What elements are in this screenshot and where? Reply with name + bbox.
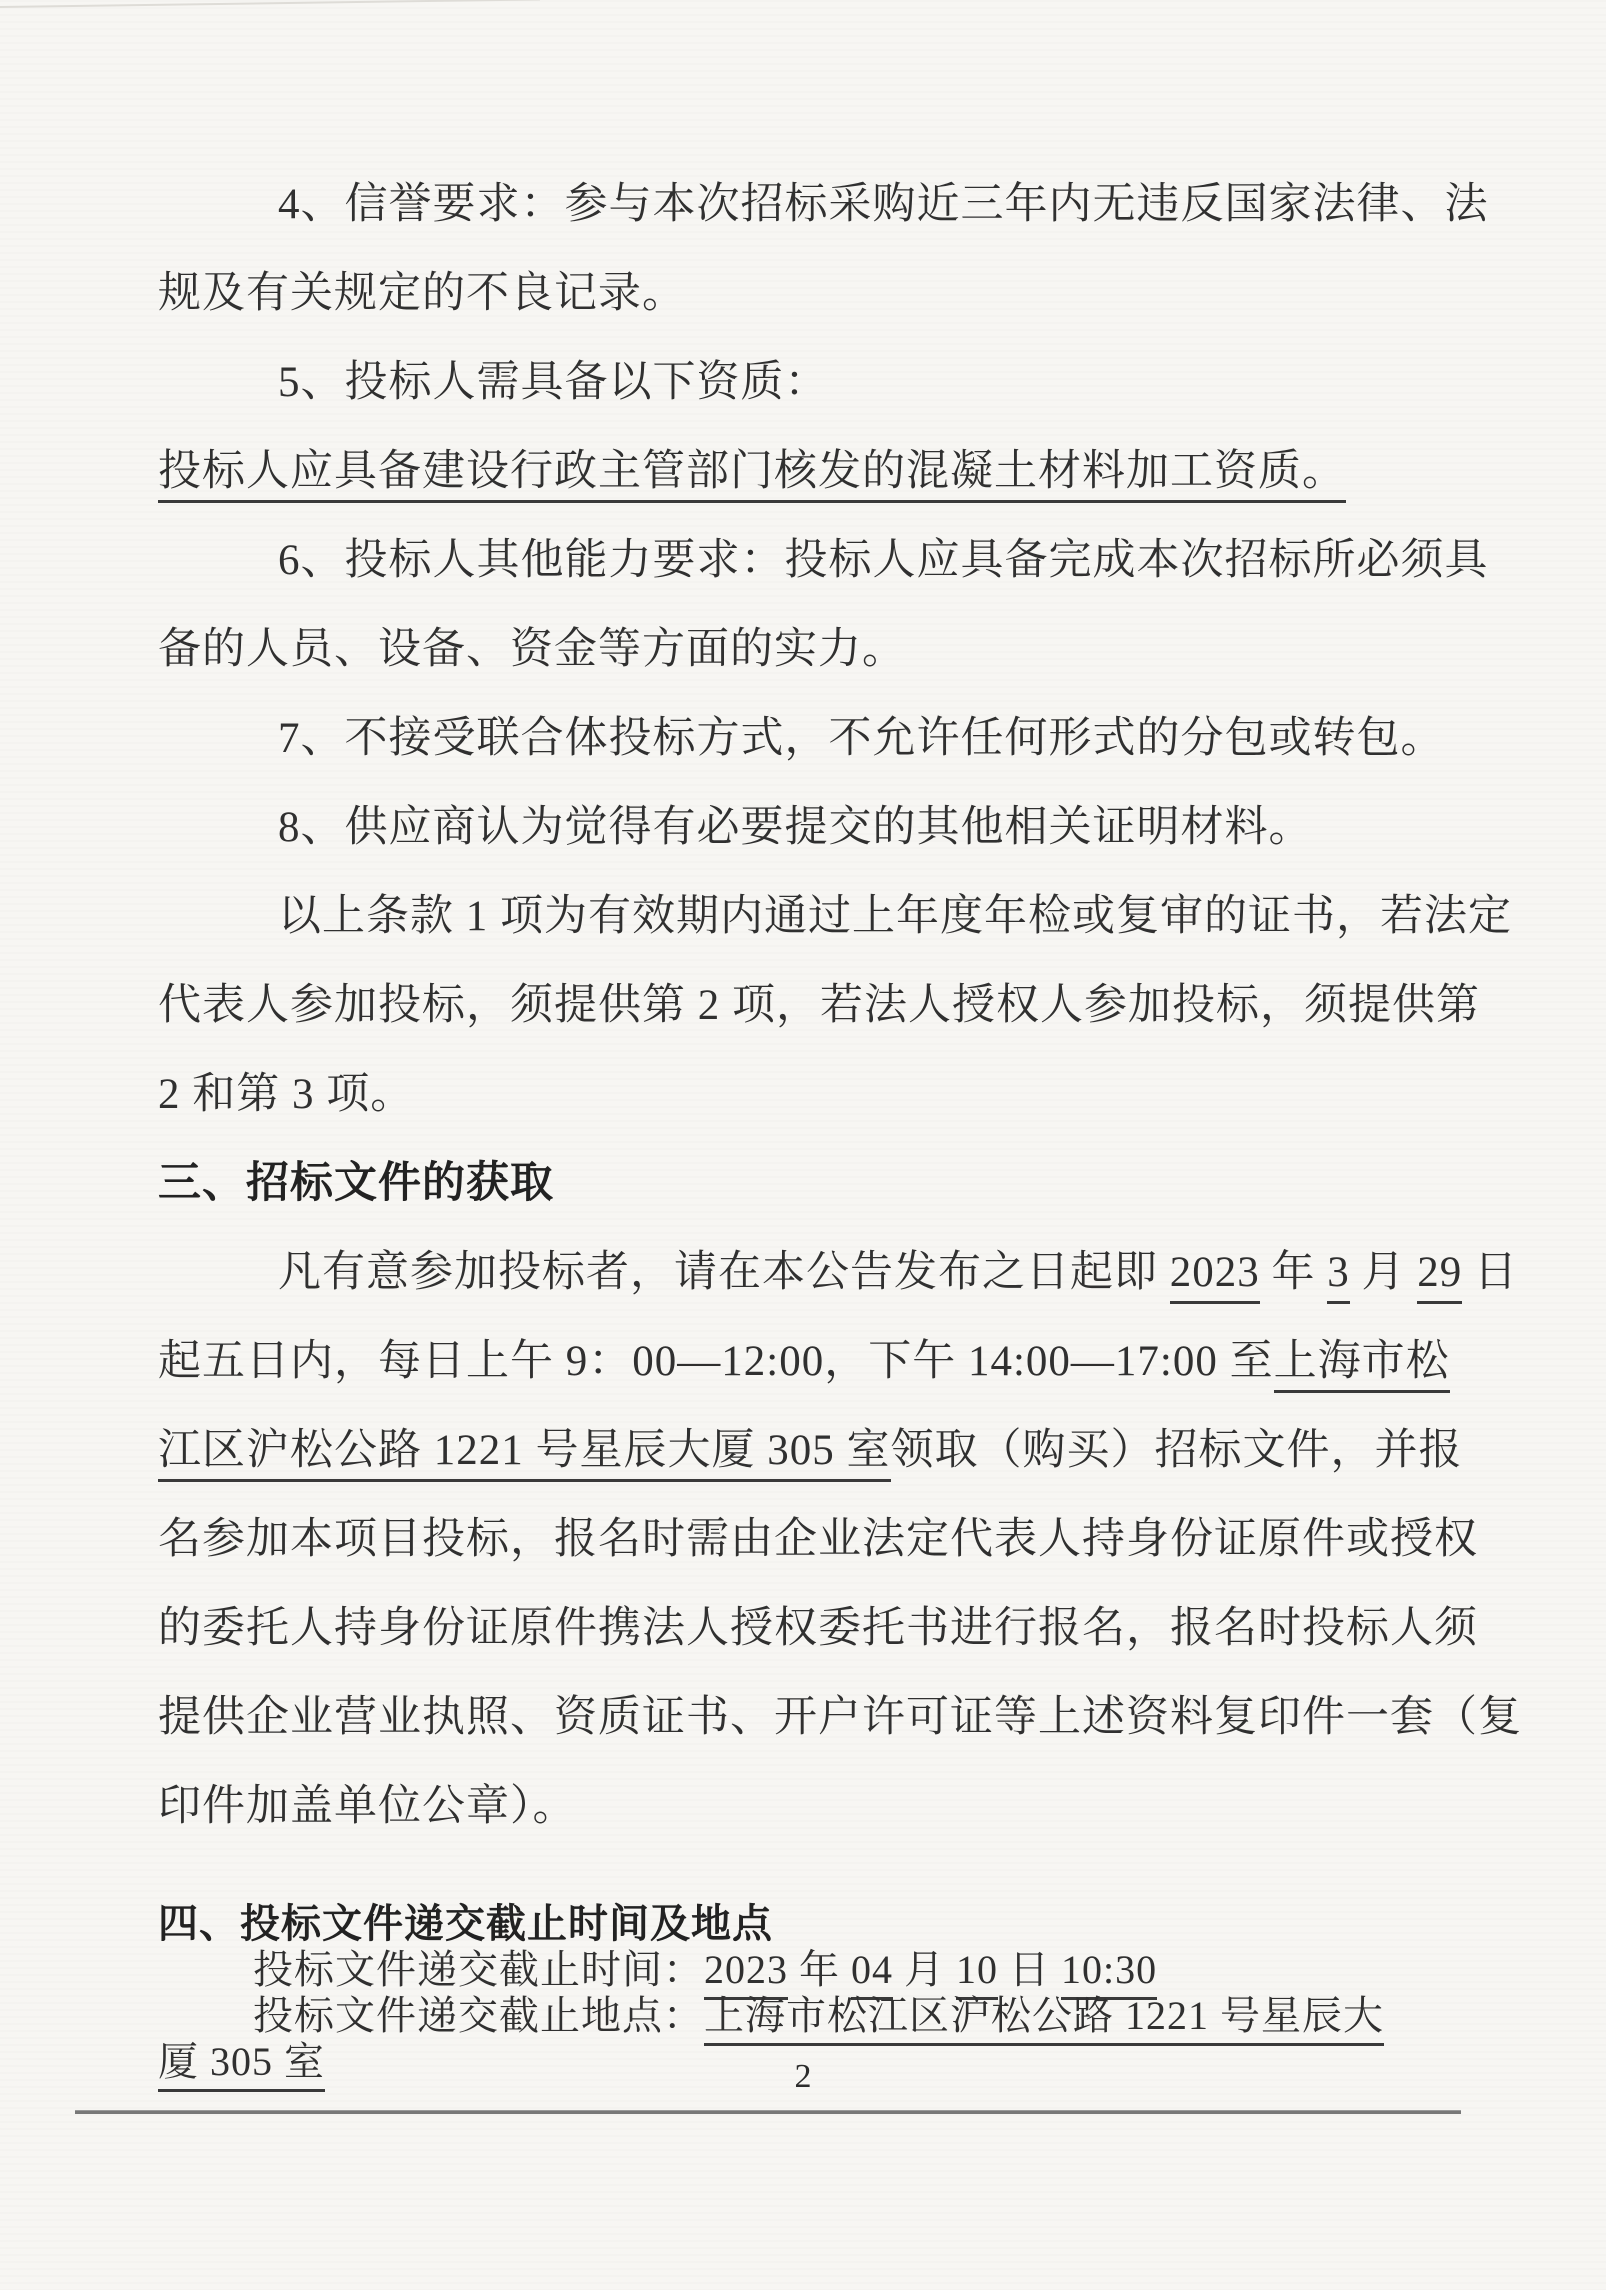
- body-line-documents-copy-cont: 印件加盖单位公章）。: [158, 1783, 577, 1830]
- body-line-deadline-time: 投标文件递交截止时间：2023 年 04 月 10 日 10:30: [158, 1947, 1454, 1993]
- body-line-other-materials: 8、供应商认为觉得有必要提交的其他相关证明材料。: [278, 804, 1313, 851]
- body-line-qualification-intro: 5、投标人需具备以下资质：: [278, 359, 829, 406]
- body-line-acquisition-date: 凡有意参加投标者，请在本公告发布之日起即 2023 年 3 月 29 日: [158, 1228, 1454, 1317]
- body-line-capability-requirement: 6、投标人其他能力要求：投标人应具备完成本次招标所必须具: [278, 537, 1489, 584]
- body-line-registration-cont1: 名参加本项目投标，报名时需由企业法定代表人持身份证原件或授权: [158, 1516, 1478, 1563]
- body-line-clause-note: 以上条款 1 项为有效期内通过上年度年检或复审的证书，若法定: [278, 893, 1512, 940]
- body-line-credit-requirement: 4、信誉要求：参与本次招标采购近三年内无违反国家法律、法: [278, 181, 1489, 228]
- scan-edge-artifact: [0, 0, 540, 8]
- body-line-deadline-place-cont: 厦 305 室: [158, 2039, 1454, 2085]
- section-heading-document-acquisition: 三、招标文件的获取: [158, 1160, 554, 1207]
- blank-gap: [158, 1851, 1454, 1901]
- body-line-clause-note-cont2: 2 和第 3 项。: [158, 1071, 415, 1118]
- body-line-registration-cont2: 的委托人持身份证原件携法人授权委托书进行报名，报名时投标人须: [158, 1605, 1478, 1652]
- body-line-qualification-underlined: 投标人应具备建设行政主管部门核发的混凝土材料加工资质。: [158, 427, 1454, 516]
- body-line-clause-note-cont1: 代表人参加投标，须提供第 2 项，若法人授权人参加投标，须提供第: [158, 982, 1480, 1029]
- section-heading-submission-deadline: 四、投标文件递交截止时间及地点: [158, 1901, 773, 1946]
- body-line-acquisition-hours: 起五日内，每日上午 9：00—12:00，下午 14:00—17:00 至上海市松: [158, 1317, 1454, 1406]
- body-line-credit-requirement-cont: 规及有关规定的不良记录。: [158, 270, 686, 317]
- document-body: [158, 160, 1522, 2085]
- body-line-documents-copy: 提供企业营业执照、资质证书、开户许可证等上述资料复印件一套（复: [158, 1694, 1522, 1741]
- body-line-deadline-place: 投标文件递交截止地点：上海市松江区沪松公路 1221 号星辰大: [158, 1993, 1454, 2039]
- page-number: 2: [794, 2058, 812, 2095]
- body-line-capability-requirement-cont: 备的人员、设备、资金等方面的实力。: [158, 626, 906, 673]
- body-line-acquisition-address: 江区沪松公路 1221 号星辰大厦 305 室领取（购买）招标文件，并报: [158, 1406, 1454, 1495]
- body-line-no-consortium: 7、不接受联合体投标方式，不允许任何形式的分包或转包。: [278, 715, 1445, 762]
- footer-rule: [75, 2110, 1461, 2114]
